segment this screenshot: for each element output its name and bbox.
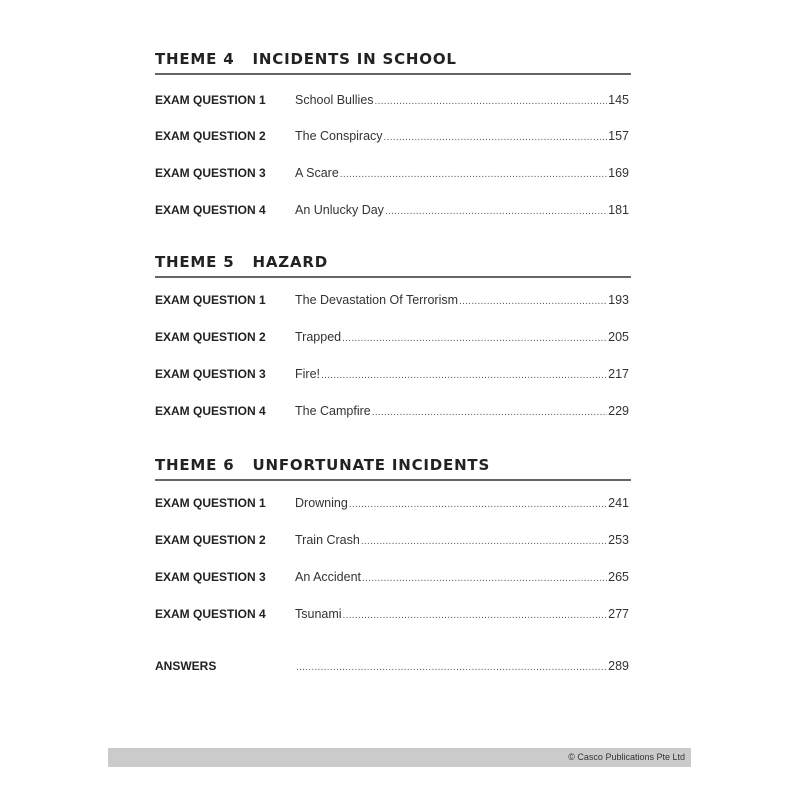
- entry-title: An Unlucky Day: [295, 203, 384, 217]
- dot-leader: [296, 659, 607, 677]
- exam-question-label: EXAM QUESTION 2: [155, 330, 266, 344]
- exam-question-label: EXAM QUESTION 4: [155, 203, 266, 217]
- exam-question-label: EXAM QUESTION 4: [155, 607, 266, 621]
- toc-entry[interactable]: [155, 494, 629, 512]
- entry-title: The Campfire: [295, 404, 371, 418]
- dot-leader: [385, 203, 607, 221]
- dot-leader: [349, 496, 607, 514]
- toc-entry[interactable]: [155, 365, 629, 383]
- dot-leader: [362, 570, 607, 588]
- entry-title: An Accident: [295, 570, 362, 584]
- dot-leader: [375, 93, 608, 111]
- page-number: 277: [608, 607, 629, 621]
- answers-label: ANSWERS: [155, 659, 217, 673]
- toc-entry-answers[interactable]: [155, 657, 629, 675]
- page-number: 217: [608, 367, 629, 381]
- toc-entry[interactable]: [155, 201, 629, 219]
- page-number: 145: [608, 93, 629, 107]
- entry-title: School Bullies: [295, 93, 374, 107]
- dot-leader: [342, 330, 607, 348]
- theme-divider: [155, 479, 631, 481]
- toc-entry[interactable]: [155, 568, 629, 586]
- theme-divider: [155, 276, 631, 278]
- dot-leader: [343, 607, 608, 625]
- entry-title: Tsunami: [295, 607, 342, 621]
- theme-title: THEME 4 INCIDENTS IN SCHOOL: [155, 50, 457, 68]
- page-number: 193: [608, 293, 629, 307]
- exam-question-label: EXAM QUESTION 1: [155, 93, 266, 107]
- page-number: 253: [608, 533, 629, 547]
- dot-leader: [459, 293, 607, 311]
- toc-entry[interactable]: [155, 328, 629, 346]
- footer-bar: [108, 748, 691, 767]
- dot-leader: [340, 166, 607, 184]
- dot-leader: [372, 404, 607, 422]
- dot-leader: [321, 367, 607, 385]
- entry-title: A Scare: [295, 166, 339, 180]
- theme-5-section: [155, 253, 631, 418]
- exam-question-label: EXAM QUESTION 2: [155, 129, 266, 143]
- page-number: 169: [608, 166, 629, 180]
- exam-question-label: EXAM QUESTION 4: [155, 404, 266, 418]
- page-number: 229: [608, 404, 629, 418]
- page-number: 289: [608, 659, 629, 673]
- toc-entry[interactable]: [155, 91, 629, 109]
- toc-entry[interactable]: [155, 531, 629, 549]
- exam-question-label: EXAM QUESTION 3: [155, 367, 266, 381]
- entry-title: The Conspiracy: [295, 129, 383, 143]
- toc-entry[interactable]: [155, 291, 629, 309]
- theme-title: THEME 6 UNFORTUNATE INCIDENTS: [155, 456, 491, 474]
- exam-question-label: EXAM QUESTION 1: [155, 496, 266, 510]
- toc-entry[interactable]: [155, 164, 629, 182]
- entry-title: Train Crash: [295, 533, 360, 547]
- dot-leader: [361, 533, 607, 551]
- theme-divider: [155, 73, 631, 75]
- page-number: 265: [608, 570, 629, 584]
- exam-question-label: EXAM QUESTION 2: [155, 533, 266, 547]
- exam-question-label: EXAM QUESTION 3: [155, 570, 266, 584]
- entry-title: Trapped: [295, 330, 342, 344]
- theme-6-section: [155, 456, 631, 621]
- page-number: 157: [608, 129, 629, 143]
- copyright-text: © Casco Publications Pte Ltd: [568, 752, 685, 762]
- dot-leader: [384, 129, 608, 147]
- page-number: 181: [608, 203, 629, 217]
- entry-title: The Devastation Of Terrorism: [295, 293, 459, 307]
- entry-title: Drowning: [295, 496, 348, 510]
- page-number: 205: [608, 330, 629, 344]
- toc-entry[interactable]: [155, 605, 629, 623]
- toc-entry[interactable]: [155, 402, 629, 420]
- theme-title: THEME 5 HAZARD: [155, 253, 328, 271]
- exam-question-label: EXAM QUESTION 3: [155, 166, 266, 180]
- exam-question-label: EXAM QUESTION 1: [155, 293, 266, 307]
- page-number: 241: [608, 496, 629, 510]
- theme-4-section: [155, 50, 631, 217]
- toc-entry[interactable]: [155, 127, 629, 145]
- entry-title: Fire!: [295, 367, 320, 381]
